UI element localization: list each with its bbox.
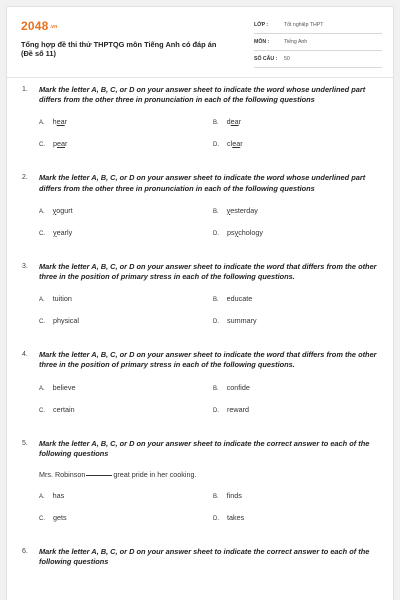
option-group xyxy=(39,290,381,336)
option-a[interactable] xyxy=(39,294,72,303)
option-d[interactable] xyxy=(213,316,257,325)
header-divider xyxy=(7,77,394,78)
option-group xyxy=(39,487,381,533)
answer-blank xyxy=(86,475,112,476)
option-a[interactable] xyxy=(39,491,64,500)
option-text-underlined: y xyxy=(52,205,57,215)
question-stem xyxy=(39,470,381,479)
option-letter: B. xyxy=(213,494,219,501)
option-letter: B. xyxy=(213,385,219,392)
question-number: 5. xyxy=(22,439,28,447)
site-logo[interactable] xyxy=(21,19,57,33)
option-text-underlined: ea xyxy=(57,139,65,149)
question-instruction: Mark the letter A, B, C, or D on your answer sheet to indicate the correct answer to each of the following questions xyxy=(39,547,370,567)
option-text-post: r xyxy=(238,117,242,127)
option-c[interactable] xyxy=(39,513,67,522)
option-d[interactable] xyxy=(213,405,249,414)
option-letter: D. xyxy=(213,407,219,414)
option-text-underlined: ea xyxy=(230,117,239,127)
question-5 xyxy=(7,439,394,533)
option-group xyxy=(39,202,381,248)
option-letter: D. xyxy=(213,319,219,326)
option-text: physical xyxy=(53,316,79,326)
option-text-post: esterday xyxy=(230,205,258,215)
option-letter: B. xyxy=(213,297,219,304)
option-text: finds xyxy=(226,491,242,501)
page-header xyxy=(7,7,394,69)
option-letter: A. xyxy=(39,120,45,127)
option-b[interactable] xyxy=(213,383,250,392)
exam-sheet xyxy=(6,6,394,600)
document-title-line-1: Tổng hợp đề thi thử THPTQG môn Tiếng Anh có đáp án xyxy=(21,40,217,49)
option-b[interactable] xyxy=(213,294,252,303)
option-text: believe xyxy=(52,382,76,392)
option-text: gets xyxy=(53,513,67,523)
document-title-line-2: (Đề số 11) xyxy=(21,49,56,58)
option-letter: C. xyxy=(39,230,45,237)
question-instruction: Mark the letter A, B, C, or D on your answer sheet to indicate the word whose underlined part differs from the other three in pronunciation in each of the following questions xyxy=(39,173,366,193)
option-c[interactable] xyxy=(39,139,67,148)
option-text: confide xyxy=(226,382,250,392)
option-text-pre: h xyxy=(52,117,57,127)
question-number: 6. xyxy=(22,548,28,556)
option-d[interactable] xyxy=(213,139,243,148)
option-text-pre: ps xyxy=(227,227,235,237)
option-text-post: r xyxy=(240,139,243,149)
option-letter: A. xyxy=(39,297,45,304)
option-text-post: r xyxy=(65,139,68,149)
meta-key-subject: MÔN : xyxy=(254,39,270,45)
option-text-pre: cl xyxy=(227,139,233,149)
option-text: summary xyxy=(227,316,257,326)
option-letter: D. xyxy=(213,142,219,149)
option-d[interactable] xyxy=(213,228,263,237)
question-number: 3. xyxy=(22,262,28,270)
option-b[interactable] xyxy=(213,491,242,500)
meta-row-subject xyxy=(254,36,382,51)
option-c[interactable] xyxy=(39,228,72,237)
question-number: 1. xyxy=(22,86,28,93)
option-text-post: r xyxy=(64,117,68,127)
option-a[interactable] xyxy=(39,206,73,215)
option-letter: C. xyxy=(39,319,45,326)
question-6 xyxy=(7,547,394,567)
meta-row-class xyxy=(254,19,382,34)
option-text-underlined: ea xyxy=(232,139,241,149)
option-text-post: chology xyxy=(238,227,263,237)
option-letter: B. xyxy=(213,120,219,127)
question-4 xyxy=(7,350,394,424)
option-letter: D. xyxy=(213,230,219,237)
option-text: reward xyxy=(227,404,249,414)
question-instruction: Mark the letter A, B, C, or D on your answer sheet to indicate the word that differs from the other three in the position of primary stress in each of the following questions. xyxy=(39,261,377,282)
option-letter: B. xyxy=(213,208,219,215)
option-a[interactable] xyxy=(39,117,67,126)
option-text-post: ogurt xyxy=(56,205,73,215)
option-text-underlined: ea xyxy=(56,117,65,127)
question-instruction: Mark the letter A, B, C, or D on your answer sheet to indicate the word whose underlined part differs from the other three in pronunciation in each of the following questions xyxy=(39,85,366,105)
question-instruction: Mark the letter A, B, C, or D on your answer sheet to indicate the correct answer to each of the following questions xyxy=(39,438,370,458)
option-group xyxy=(39,113,381,159)
option-text: tuition xyxy=(52,294,72,304)
stem-text-after: great pride in her cooking. xyxy=(113,470,197,480)
question-list xyxy=(7,85,394,581)
option-text: certain xyxy=(53,404,75,414)
meta-row-count xyxy=(254,53,382,68)
logo-suffix: .vn xyxy=(49,24,58,30)
option-text-pre: p xyxy=(53,139,57,149)
option-b[interactable] xyxy=(213,206,258,215)
question-2 xyxy=(7,173,394,247)
option-b[interactable] xyxy=(213,117,241,126)
option-letter: C. xyxy=(39,516,45,523)
exam-meta xyxy=(254,19,382,70)
option-letter: A. xyxy=(39,208,45,215)
option-text-underlined: y xyxy=(53,227,57,237)
option-letter: C. xyxy=(39,407,45,414)
meta-value-subject: Tiếng Anh xyxy=(284,39,308,45)
question-1 xyxy=(7,85,394,159)
option-group xyxy=(39,379,381,425)
option-letter: D. xyxy=(213,516,219,523)
meta-key-count: SỐ CÂU : xyxy=(254,56,278,62)
option-text: educate xyxy=(226,294,253,304)
meta-key-class: LỚP : xyxy=(254,22,269,28)
option-a[interactable] xyxy=(39,383,75,392)
logo-text: 2048 xyxy=(21,19,49,33)
stem-text-before: Mrs. Robinson xyxy=(39,470,86,480)
option-text: has xyxy=(52,491,65,501)
option-text-underlined: y xyxy=(226,205,231,215)
option-letter: A. xyxy=(39,494,45,501)
question-number: 4. xyxy=(22,351,28,359)
question-instruction: Mark the letter A, B, C, or D on your answer sheet to indicate the word that differs from the other three in the position of primary stress in each of the following questions. xyxy=(39,350,377,370)
option-letter: A. xyxy=(39,385,45,392)
option-letter: C. xyxy=(39,142,45,149)
option-c[interactable] xyxy=(39,316,79,325)
option-text-underlined: y xyxy=(234,227,239,237)
document-title xyxy=(21,40,236,58)
question-number: 2. xyxy=(22,174,28,182)
option-text-post: early xyxy=(56,227,73,237)
option-c[interactable] xyxy=(39,405,75,414)
option-text-pre: d xyxy=(226,117,231,127)
option-text: takes xyxy=(227,513,245,523)
meta-value-count: 50 xyxy=(284,56,290,62)
meta-value-class: Tốt nghiệp THPT xyxy=(284,22,324,28)
question-3 xyxy=(7,262,394,336)
option-d[interactable] xyxy=(213,513,244,522)
